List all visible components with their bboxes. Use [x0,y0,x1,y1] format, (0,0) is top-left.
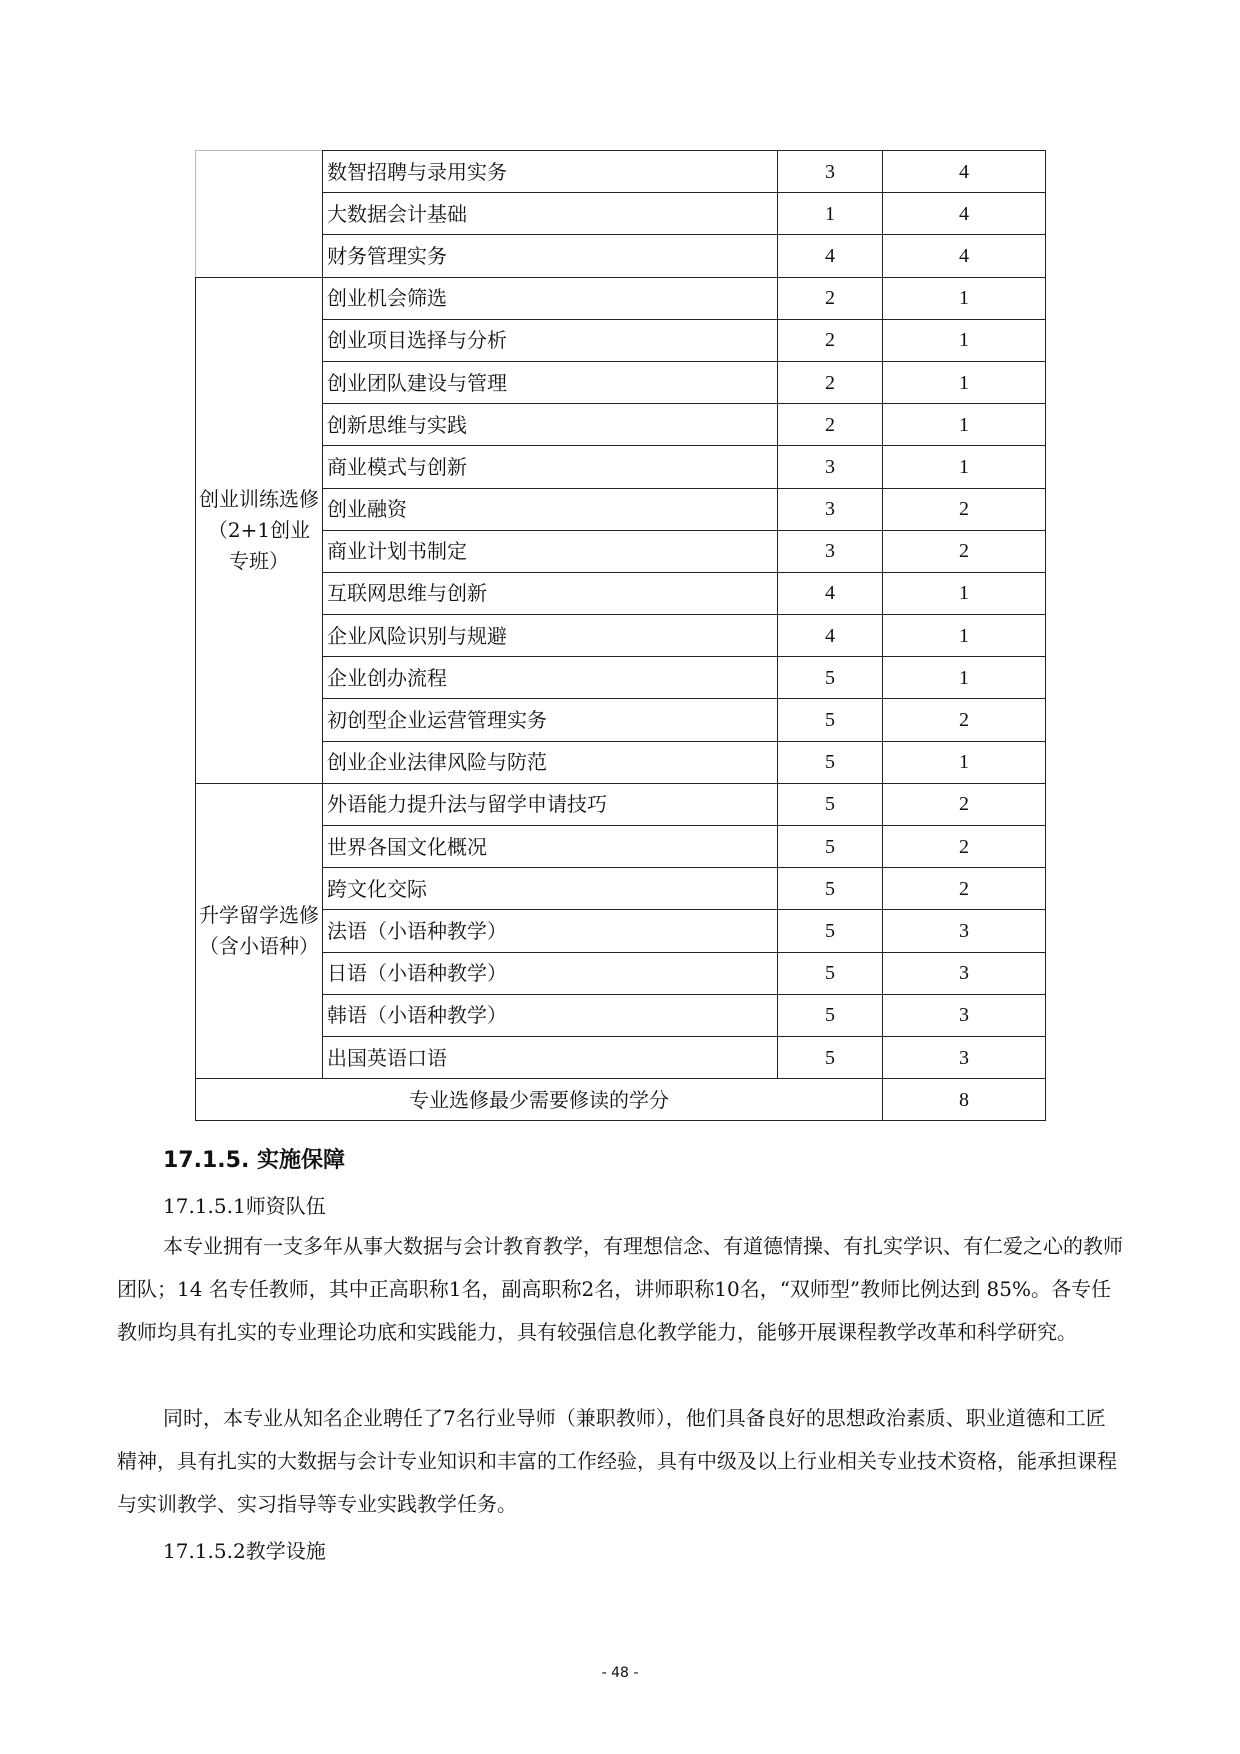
credits-cell: 3 [883,910,1046,952]
course-name-cell: 企业创办流程 [323,657,778,699]
course-name-cell: 商业计划书制定 [323,530,778,572]
semester-cell: 5 [778,994,883,1036]
course-name-cell: 企业风险识别与规避 [323,615,778,657]
course-name-cell: 互联网思维与创新 [323,572,778,614]
summary-value: 8 [883,1079,1046,1121]
semester-cell: 4 [778,572,883,614]
semester-cell: 5 [778,783,883,825]
course-name-cell: 外语能力提升法与留学申请技巧 [323,783,778,825]
credits-cell: 4 [883,235,1046,277]
credits-cell: 3 [883,952,1046,994]
course-table [195,150,1046,1121]
course-name-cell: 法语（小语种教学） [323,910,778,952]
table-row [196,235,1046,277]
course-name-cell: 初创型企业运营管理实务 [323,699,778,741]
table-row [196,994,1046,1036]
semester-cell: 2 [778,277,883,319]
course-name-cell: 财务管理实务 [323,235,778,277]
group-cell: 升学留学选修（含小语种） [196,783,323,1078]
table-row [196,910,1046,952]
table-row [196,657,1046,699]
credits-cell: 2 [883,826,1046,868]
table-row [196,1036,1046,1078]
table-row [196,530,1046,572]
credits-cell: 2 [883,868,1046,910]
credits-cell: 4 [883,151,1046,193]
table-row [196,446,1046,488]
credits-cell: 2 [883,530,1046,572]
semester-cell: 5 [778,657,883,699]
semester-cell: 5 [778,952,883,994]
table-row [196,488,1046,530]
semester-cell: 2 [778,404,883,446]
credits-cell: 3 [883,994,1046,1036]
course-name-cell: 日语（小语种教学） [323,952,778,994]
subsection-teachers: 17.1.5.1师资队伍 [163,1194,326,1218]
semester-cell: 5 [778,868,883,910]
section-heading: 17.1.5. 实施保障 [163,1148,345,1173]
paragraph-teachers: 本专业拥有一支多年从事大数据与会计教育教学，有理想信念、有道德情操、有扎实学识、有仁爱之心的教师团队；14 名专任教师，其中正高职称1名，副高职称2名，讲师职称10名，“双师型”教师比例达到 85%。各专任教师均具有扎实的专业理论功底和实践能力，具有较强信息化教学能力，能够开展课程教学改革和科学研究。 [117,1234,1123,1344]
credits-cell: 1 [883,572,1046,614]
summary-row [196,1079,1046,1121]
course-name-cell: 跨文化交际 [323,868,778,910]
course-name-cell: 大数据会计基础 [323,193,778,235]
credits-cell: 1 [883,657,1046,699]
course-name-cell: 韩语（小语种教学） [323,994,778,1036]
table-row [196,868,1046,910]
semester-cell: 2 [778,319,883,361]
semester-cell: 5 [778,910,883,952]
summary-label: 专业选修最少需要修读的学分 [196,1079,883,1121]
course-name-cell: 创业融资 [323,488,778,530]
credits-cell: 1 [883,361,1046,403]
credits-cell: 2 [883,699,1046,741]
semester-cell: 5 [778,741,883,783]
semester-cell: 3 [778,446,883,488]
table-row [196,151,1046,193]
course-name-cell: 创业项目选择与分析 [323,319,778,361]
table-row [196,826,1046,868]
subsection-facilities: 17.1.5.2教学设施 [163,1539,326,1563]
credits-cell: 1 [883,277,1046,319]
semester-cell: 3 [778,530,883,572]
course-name-cell: 商业模式与创新 [323,446,778,488]
semester-cell: 5 [778,826,883,868]
table-row [196,783,1046,825]
semester-cell: 4 [778,615,883,657]
page-number: - 48 - [601,1665,639,1681]
table-row [196,572,1046,614]
table-row [196,277,1046,319]
credits-cell: 4 [883,193,1046,235]
table-row [196,699,1046,741]
table-row [196,193,1046,235]
table-row [196,741,1046,783]
credits-cell: 1 [883,741,1046,783]
credits-cell: 1 [883,615,1046,657]
credits-cell: 2 [883,488,1046,530]
course-name-cell: 创新思维与实践 [323,404,778,446]
semester-cell: 5 [778,1036,883,1078]
group-cell: 创业训练选修（2+1创业专班） [196,277,323,783]
semester-cell: 3 [778,488,883,530]
credits-cell: 1 [883,319,1046,361]
semester-cell: 2 [778,361,883,403]
course-name-cell: 创业团队建设与管理 [323,361,778,403]
credits-cell: 1 [883,446,1046,488]
semester-cell: 1 [778,193,883,235]
group-cell-blank [196,151,323,278]
course-name-cell: 出国英语口语 [323,1036,778,1078]
course-name-cell: 世界各国文化概况 [323,826,778,868]
course-name-cell: 创业企业法律风险与防范 [323,741,778,783]
table-row [196,952,1046,994]
credits-cell: 1 [883,404,1046,446]
semester-cell: 4 [778,235,883,277]
table-row [196,319,1046,361]
paragraph-industry-mentors: 同时，本专业从知名企业聘任了7名行业导师（兼职教师），他们具备良好的思想政治素质、职业道德和工匠精神，具有扎实的大数据与会计专业知识和丰富的工作经验，具有中级及以上行业相关专业技术资格，能承担课程与实训教学、实习指导等专业实践教学任务。 [117,1406,1117,1516]
table-row [196,361,1046,403]
credits-cell: 3 [883,1036,1046,1078]
table-row [196,404,1046,446]
course-name-cell: 数智招聘与录用实务 [323,151,778,193]
semester-cell: 5 [778,699,883,741]
semester-cell: 3 [778,151,883,193]
credits-cell: 2 [883,783,1046,825]
table-row [196,615,1046,657]
course-name-cell: 创业机会筛选 [323,277,778,319]
